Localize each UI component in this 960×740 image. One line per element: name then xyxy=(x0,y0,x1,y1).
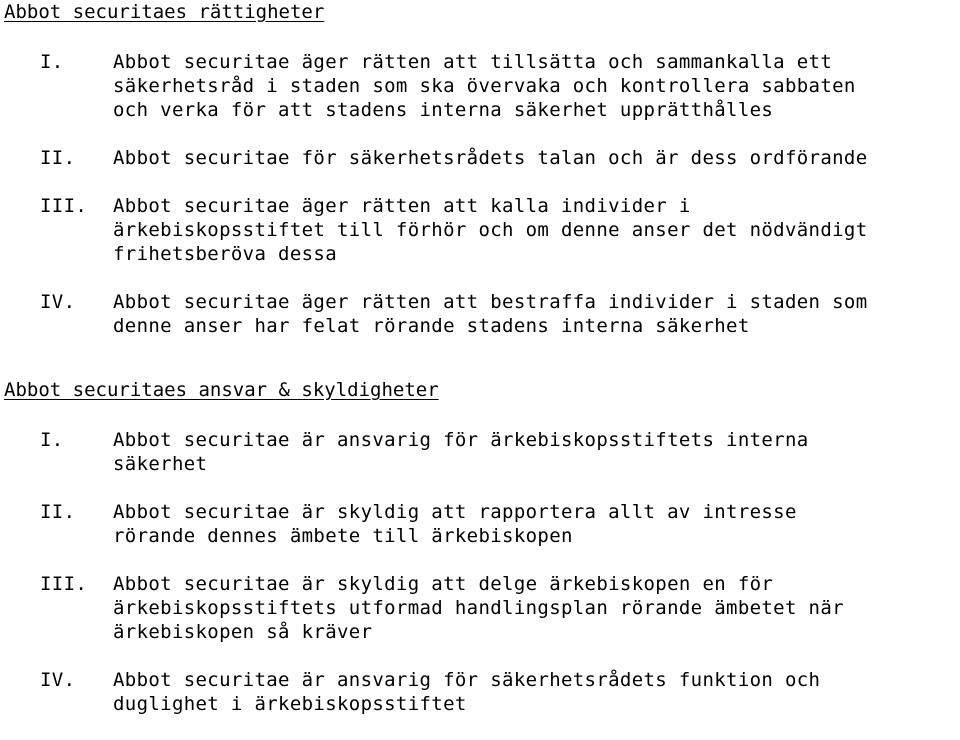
duties-article-4 xyxy=(4,668,960,716)
article-text-line: säkerhet xyxy=(113,453,208,475)
article-text-line: Abbot securitae är ansvarig för ärkebiskopsstiftets interna xyxy=(113,429,809,451)
article-text-line: ärkebiskopsstiftets utformad handlingsplan rörande ämbetet när xyxy=(113,597,844,619)
article-numeral: I. xyxy=(40,429,64,451)
article-text-line: ärkebiskopsstiftet till förhör och om denne anser det nödvändigt xyxy=(113,219,868,241)
article-numeral: IV. xyxy=(40,291,76,313)
article-numeral: II. xyxy=(40,147,76,169)
duties-article-1 xyxy=(4,428,960,476)
duties-list xyxy=(4,428,960,716)
rights-article-1 xyxy=(4,50,960,122)
article-text-line: Abbot securitae äger rätten att bestraffa individer i staden som xyxy=(113,291,868,313)
rights-article-2 xyxy=(4,146,960,170)
article-text-line: denne anser har felat rörande stadens interna säkerhet xyxy=(113,315,750,337)
article-numeral: II. xyxy=(40,501,76,523)
duties-article-2 xyxy=(4,500,960,548)
article-numeral: I. xyxy=(40,51,64,73)
article-text-line: säkerhetsråd i staden som ska övervaka och kontrollera sabbaten xyxy=(113,75,856,97)
article-numeral: IV. xyxy=(40,669,76,691)
article-text-line: Abbot securitae är skyldig att rapportera allt av intresse xyxy=(113,501,797,523)
article-text-line: duglighet i ärkebiskopsstiftet xyxy=(113,693,467,715)
article-text-line: Abbot securitae för säkerhetsrådets talan och är dess ordförande xyxy=(113,147,868,169)
section-heading-duties: Abbot securitaes ansvar & skyldigheter xyxy=(4,379,439,401)
article-text-line: Abbot securitae äger rätten att tillsätta och sammankalla ett xyxy=(113,51,833,73)
article-text-line: rörande dennes ämbete till ärkebiskopen xyxy=(113,525,573,547)
article-text-line: Abbot securitae äger rätten att kalla individer i xyxy=(113,195,691,217)
rights-list xyxy=(4,50,960,338)
article-numeral: III. xyxy=(40,573,88,595)
article-text-line: ärkebiskopen så kräver xyxy=(113,621,373,643)
document xyxy=(4,0,960,740)
rights-article-3 xyxy=(4,194,960,266)
section-heading-rights: Abbot securitaes rättigheter xyxy=(4,1,325,23)
article-text-line: Abbot securitae är ansvarig för säkerhetsrådets funktion och xyxy=(113,669,821,691)
duties-article-3 xyxy=(4,572,960,644)
article-numeral: III. xyxy=(40,195,88,217)
article-text-line: och verka för att stadens interna säkerhet upprätthålles xyxy=(113,99,774,121)
article-text-line: frihetsberöva dessa xyxy=(113,243,337,265)
article-text-line: Abbot securitae är skyldig att delge ärkebiskopen en för xyxy=(113,573,774,595)
rights-article-4 xyxy=(4,290,960,338)
